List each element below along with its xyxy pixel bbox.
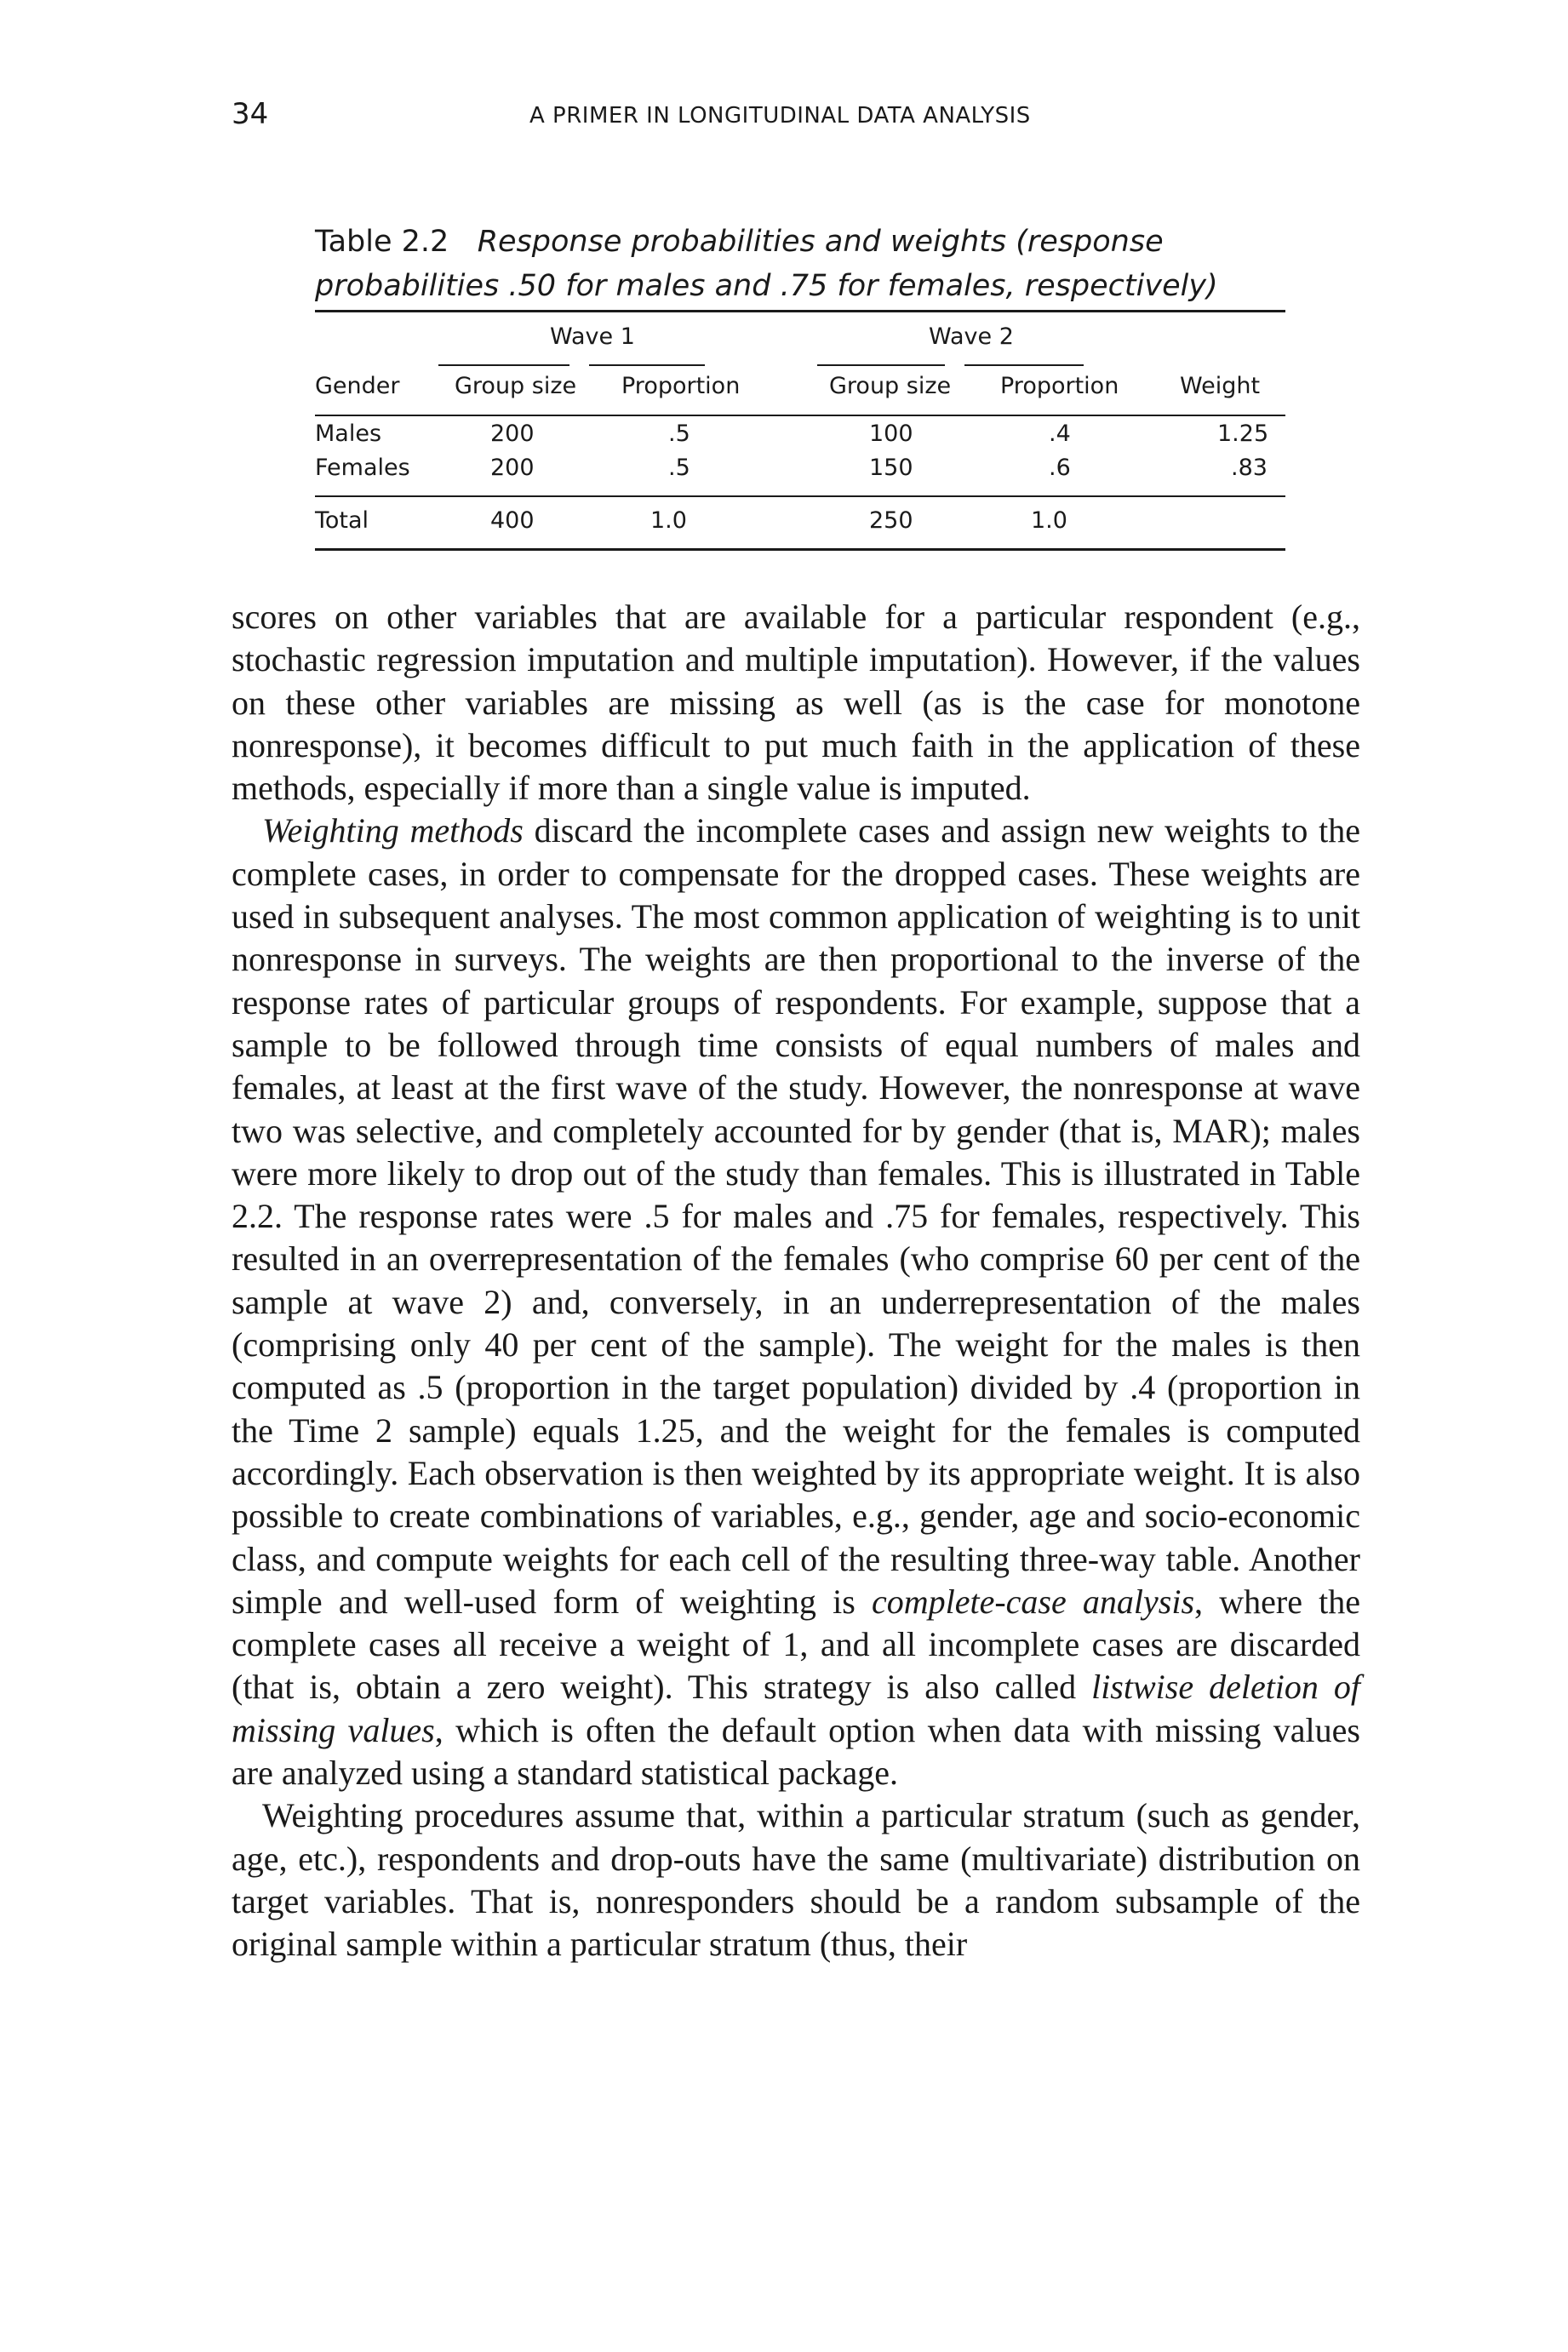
table-total-rule: [315, 495, 1285, 497]
wave-2-spanner: [817, 364, 945, 366]
col-header-group-size-w2: Group size: [829, 373, 952, 399]
col-header-weight: Weight: [1180, 373, 1261, 399]
term-complete-case-analysis: complete-case analysis: [871, 1582, 1195, 1621]
col-header-group-size-w1: Group size: [455, 373, 577, 399]
term-listwise-deletion: listwise deletion of missing values: [232, 1668, 1361, 1749]
running-head: A PRIMER IN LONGITUDINAL DATA ANALYSIS: [529, 103, 1031, 129]
cell-total-size-w1: 400: [490, 507, 535, 534]
wave-2-spanner-right: [964, 364, 1084, 366]
table-caption-label: Table 2.2: [315, 225, 449, 259]
cell-females-weight: .83: [1231, 455, 1268, 481]
cell-males-size-w2: 100: [869, 421, 913, 447]
col-header-proportion-w1: Proportion: [621, 373, 741, 399]
cell-total-prop-w1: 1.0: [650, 507, 687, 534]
table-header-rule: [315, 415, 1285, 416]
cell-males-prop-w1: .5: [668, 421, 690, 447]
cell-total-size-w2: 250: [869, 507, 913, 534]
cell-males-size-w1: 200: [490, 421, 535, 447]
cell-females-prop-w2: .6: [1049, 455, 1071, 481]
paragraph-1: scores on other variables that are available for a particular respondent (e.g., stochastic regression imputation and multiple imputation). However, if the values on these other variables are missing as well (as is the case for monotone nonresponse), it becomes difficult to put much faith in the application of these methods, especially if more than a single value is imputed.: [232, 598, 1360, 808]
group-header-wave-2: Wave 2: [929, 323, 1014, 350]
col-header-proportion-w2: Proportion: [1000, 373, 1119, 399]
wave-1-spanner: [438, 364, 569, 366]
cell-females-size-w1: 200: [490, 455, 535, 481]
cell-total-gender: Total: [315, 507, 369, 534]
paragraph-3: Weighting procedures assume that, within a particular stratum (such as gender, age, etc.), respondents and drop-outs have the same (multivariate) distribution on target variables. That is, nonresponders should be a random subsample of the original sample within a particular stratum (thus, their: [232, 1796, 1360, 1964]
cell-males-weight: 1.25: [1217, 421, 1269, 447]
body-text: [232, 596, 1360, 1966]
cell-males-prop-w2: .4: [1049, 421, 1071, 447]
paragraph-2: Weighting methods discard the incomplete cases and assign new weights to the complete cases, in order to compensate for the dropped cases. These weights are used in subsequent analyses. The most common application of weighting is to unit nonresponse in surveys. The weights are then proportional to the inverse of the response rates of particular groups of respondents. For example, suppose that a sample to be followed through time consists of equal numbers of males and females, at least at the first wave of the study. However, the nonresponse at wave two was selective, and completely accounted for by gender (that is, MAR); males were more likely to drop out of the study than females. This is illustrated in Table 2.2. The response rates were .5 for males and .75 for females, respectively. This resulted in an overrepresentation of the females (who comprise 60 per cent of the sample at wave 2) and, conversely, in an underrepresentation of the males (comprising only 40 per cent of the sample). The weight for the males is then computed as .5 (proportion in the target population) divided by .4 (proportion in the Time 2 sample) equals 1.25, and the weight for the females is computed accordingly. Each observation is then weighted by its appropriate weight. It is also possible to create combinations of variables, e.g., gender, age and socio-economic class, and compute weights for each cell of the resulting three-way table. Another simple and well-used form of weighting is complete-case analysis, where the complete cases all receive a weight of 1, and all incomplete cases are discarded (that is, obtain a zero weight). This strategy is also called listwise deletion of missing values, which is often the default option when data with missing values are analyzed using a standard statistical package.: [232, 811, 1361, 1793]
table-bottom-rule: [315, 548, 1285, 551]
page-number: 34: [232, 97, 269, 131]
table-top-rule: [315, 310, 1285, 312]
cell-males-gender: Males: [315, 421, 382, 447]
table-caption: [315, 220, 1285, 308]
table-caption-text: Response probabilities and weights (response probabilities .50 for males and .75 for females, respectively): [315, 225, 1218, 303]
cell-females-prop-w1: .5: [668, 455, 690, 481]
wave-1-spanner-right: [589, 364, 705, 366]
group-header-wave-1: Wave 1: [550, 323, 635, 350]
cell-females-gender: Females: [315, 455, 410, 481]
cell-total-prop-w2: 1.0: [1031, 507, 1067, 534]
cell-females-size-w2: 150: [869, 455, 913, 481]
col-header-gender: Gender: [315, 373, 400, 399]
term-weighting-methods: Weighting methods: [262, 811, 524, 850]
data-table: [315, 310, 1285, 555]
